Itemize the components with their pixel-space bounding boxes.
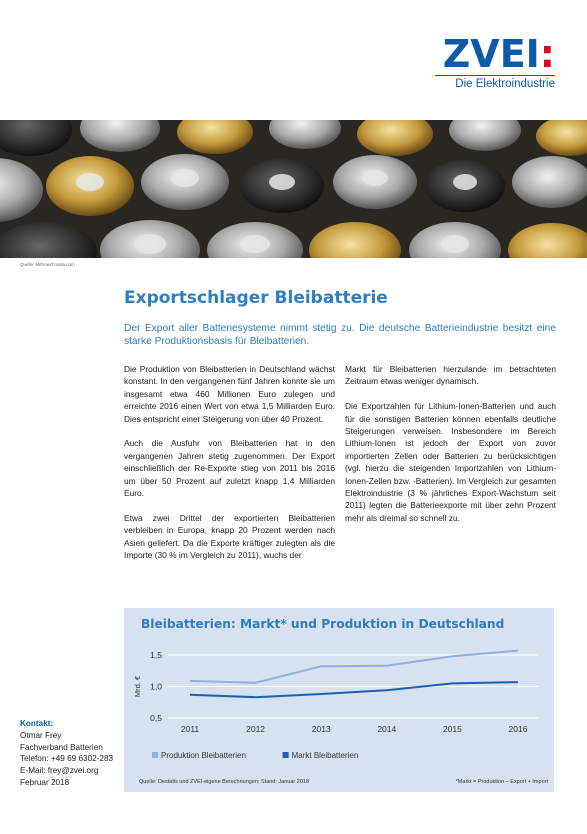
chart-source: Quelle: Destatis und ZVEI-eigene Berechnungen; Stand: Januar 2018: [139, 779, 310, 785]
contact-phone: Telefon: +49 69 6302-283: [20, 754, 114, 764]
series-line-markt: [190, 682, 518, 697]
x-tick-label: 2014: [377, 724, 397, 734]
y-tick-label: 1,5: [150, 650, 162, 660]
paragraph: Die Produktion von Bleibatterien in Deutschland wächst konstant. In den vergangenen fünf Jahren konnte sie um insgesamt etwa 460 Millionen Euro zulegen und erreichte 2016 einen Wert von etwa 1,5 Milliarden Euro. Dies entspricht einer Steigerung von über 40 Prozent.: [124, 364, 335, 424]
paragraph: Auch die Ausfuhr von Bleibatterien hat in den vergangenen Jahren stetig zugenommen. Der Export einschließlich der Re-Exporte stieg von 2011 bis 2016 um über 50 Prozent auf zuletzt knapp 1,4 Milliarden Euro.: [124, 438, 335, 499]
body-column-left: [124, 363, 335, 574]
legend-label: Markt Bleibatterien: [291, 751, 359, 760]
logo-colon: :: [539, 32, 555, 76]
body-column-right: [345, 363, 556, 537]
x-tick-label: 2015: [442, 724, 462, 734]
contact-block: [20, 718, 113, 789]
page-title: Exportschlager Bleibatterie: [124, 288, 388, 308]
lead-paragraph: Der Export aller Batteriesysteme nimmt stetig zu. Die deutsche Batterieindustrie besitzt eine starke Produktionsbasis für Bleibatterien.: [124, 323, 556, 347]
logo-tagline: Die Elektroindustrie: [455, 78, 555, 90]
chart-panel: [124, 608, 554, 792]
chart-title: Bleibatterien: Markt* und Produktion in Deutschland: [141, 617, 505, 631]
x-tick-label: 2013: [311, 724, 331, 734]
contact-department: Fachverband Batterien: [20, 742, 103, 752]
y-tick-label: 1,0: [150, 681, 162, 692]
paragraph: Markt für Bleibatterien hierzulande im betrachteten Zeitraum etwas weniger dynamisch.: [345, 364, 556, 387]
logo-brand: ZVEI: [442, 32, 540, 76]
line-chart: [124, 608, 554, 792]
x-tick-label: 2011: [180, 724, 200, 734]
photo-credit: Quelle: Mithrax/Fotolia.com: [20, 262, 75, 267]
y-axis-label: Mrd. €: [133, 675, 142, 698]
x-tick-label: 2012: [246, 724, 266, 734]
paragraph: Die Exportzahlen für Lithium-Ionen-Batterien und auch für die sonstigen Batterien können ebenfalls deutliche Steigerungen verweisen. Insbesondere im Bereich Lithium-Ionen ist jedoch der Export von zuvor importierten Zellen oder Batterien zu berücksichtigen (vgl. hierzu die steigenden Importzahlen von Lithium-Ionen-Zellen bzw. -Batterien). Im Vergleich zur gesamten Elektroindustrie (3 % jährliches Export-Wachstum seit 2011) legten die Batterieexporte mit über zehn Prozent mehr als dreimal so schnell zu.: [345, 401, 556, 523]
battery-illustration: [0, 120, 587, 258]
logo-wordmark: [435, 34, 555, 74]
y-tick-label: 0,5: [150, 713, 162, 723]
contact-name: Otmar Frey: [20, 730, 62, 740]
x-tick-label: 2016: [508, 724, 528, 734]
zvei-logo: [435, 34, 555, 90]
publication-date: Februar 2018: [20, 777, 70, 787]
hero-photo-batteries: [0, 120, 587, 258]
legend-label: Produktion Bleibatterien: [161, 751, 246, 760]
contact-email[interactable]: E-Mail: frey@zvei.org: [20, 766, 99, 776]
contact-heading: Kontakt:: [20, 719, 54, 728]
paragraph: Etwa zwei Drittel der exportierten Bleibatterien verbleiben in Europa, knapp 20 Prozent werden nach Asien geliefert. Da die Exporte kräftiger zulegten als die Importe (30 % im Vergleich zu 2011), wuchs der: [124, 512, 335, 561]
legend-swatch: [283, 752, 289, 758]
legend-swatch: [152, 752, 158, 758]
chart-footnote: *Markt = Produktion – Export + Import: [455, 779, 548, 785]
